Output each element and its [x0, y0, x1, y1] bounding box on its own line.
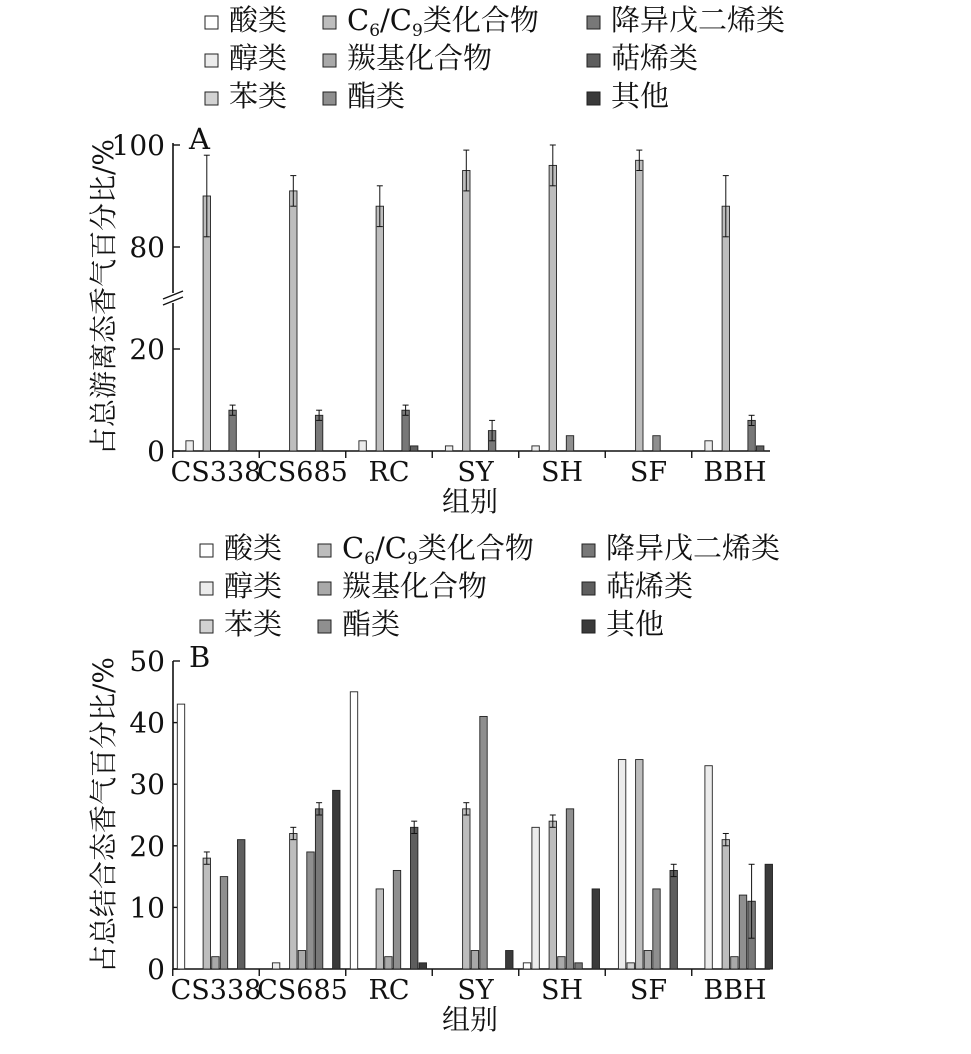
- x-axis-label: 组别: [441, 485, 499, 518]
- y-tick-label: 10: [129, 891, 165, 925]
- y-axis-label: 占总结合态香气百分比/%: [87, 656, 120, 974]
- bar: [523, 963, 530, 969]
- x-tick-label: SH: [540, 457, 584, 488]
- legend-swatch: [200, 544, 213, 557]
- legend-panel-b: [200, 531, 780, 641]
- bar: [480, 716, 487, 969]
- legend-swatch: [587, 16, 600, 29]
- bar: [739, 895, 746, 969]
- legend-swatch: [318, 544, 331, 557]
- bar: [705, 441, 712, 451]
- bar: [177, 704, 184, 969]
- legend-swatch: [582, 544, 595, 557]
- x-tick-label: BBH: [703, 457, 767, 488]
- legend-label: $C_6/C_9$类化合物: [347, 3, 539, 41]
- bar: [212, 957, 219, 969]
- bar: [532, 446, 539, 451]
- x-tick-label: SH: [540, 975, 584, 1006]
- bar: [272, 963, 279, 969]
- x-tick-label: SF: [629, 457, 668, 488]
- legend-swatch: [323, 54, 336, 67]
- bar: [229, 410, 236, 451]
- bar: [307, 852, 314, 969]
- legend-swatch: [582, 582, 595, 595]
- chart-panel-b: [87, 640, 773, 1036]
- bar: [644, 951, 651, 969]
- legend-swatch: [323, 92, 336, 105]
- y-tick-label: 0: [147, 435, 165, 468]
- bar: [359, 441, 366, 451]
- legend-label: 降异戊二烯类: [611, 3, 786, 37]
- legend-label: 其他: [611, 79, 670, 113]
- bar: [220, 877, 227, 969]
- bar: [636, 160, 643, 451]
- bar: [290, 833, 297, 969]
- y-tick-label: 0: [147, 953, 165, 986]
- legend-swatch: [323, 16, 336, 29]
- y-tick-label: 80: [129, 231, 165, 264]
- legend-swatch: [205, 16, 218, 29]
- x-tick-label: RC: [368, 457, 410, 488]
- bar: [592, 889, 599, 969]
- panel-label: A: [189, 122, 210, 156]
- bar: [463, 809, 470, 969]
- bar: [653, 889, 660, 969]
- bar: [463, 171, 470, 452]
- legend-label: 萜烯类: [606, 569, 694, 603]
- bar: [731, 957, 738, 969]
- bar: [315, 809, 322, 969]
- legend-swatch: [205, 92, 218, 105]
- panel-label: B: [189, 640, 211, 674]
- bar: [575, 963, 582, 969]
- bar: [203, 858, 210, 969]
- x-tick-label: SY: [457, 975, 494, 1006]
- bar: [705, 766, 712, 969]
- legend-label: 苯类: [229, 79, 288, 113]
- y-tick-label: 20: [129, 829, 165, 863]
- bar: [670, 870, 677, 969]
- bar: [419, 963, 426, 969]
- bar: [757, 446, 764, 451]
- bar: [722, 840, 729, 969]
- legend-swatch: [587, 54, 600, 67]
- bar: [186, 441, 193, 451]
- x-tick-label: CS338: [170, 975, 262, 1006]
- legend-swatch: [200, 620, 213, 633]
- legend-label: 苯类: [224, 607, 283, 641]
- legend-label: 萜烯类: [611, 41, 699, 75]
- bar: [385, 957, 392, 969]
- legend-label: 其他: [606, 607, 665, 641]
- bar: [549, 821, 556, 969]
- bar: [376, 889, 383, 969]
- y-tick-label: 40: [129, 706, 165, 740]
- bar: [445, 446, 452, 451]
- bar: [402, 410, 409, 451]
- bar: [532, 827, 539, 969]
- legend-label: 酯类: [347, 79, 406, 113]
- bar: [506, 951, 513, 969]
- legend-label: 醇类: [229, 41, 288, 75]
- legend-swatch: [318, 582, 331, 595]
- bar: [558, 957, 565, 969]
- y-tick-label: 100: [111, 129, 165, 162]
- bar: [393, 870, 400, 969]
- bar: [298, 951, 305, 969]
- x-tick-label: SF: [629, 975, 668, 1006]
- legend-label: 酸类: [224, 531, 283, 565]
- bar: [411, 827, 418, 969]
- bar: [722, 206, 729, 451]
- legend-swatch: [582, 620, 595, 633]
- legend-swatch: [200, 582, 213, 595]
- bar: [376, 206, 383, 451]
- bar: [471, 951, 478, 969]
- legend-label: 酸类: [229, 3, 288, 37]
- legend-label: 羰基化合物: [347, 41, 493, 75]
- legend-label: 羰基化合物: [342, 569, 488, 603]
- chart-panel-a: [87, 122, 770, 518]
- legend-swatch: [587, 92, 600, 105]
- bar: [290, 191, 297, 451]
- x-tick-label: BBH: [703, 975, 767, 1006]
- bar: [350, 692, 357, 969]
- y-tick-label: 50: [129, 645, 165, 678]
- legend-label: 降异戊二烯类: [606, 531, 781, 565]
- y-tick-label: 20: [129, 333, 165, 366]
- x-axis-label: 组别: [441, 1003, 499, 1036]
- bar: [566, 809, 573, 969]
- legend-label: 酯类: [342, 607, 401, 641]
- bar: [238, 840, 245, 969]
- bar: [636, 760, 643, 969]
- x-tick-label: SY: [457, 457, 494, 488]
- legend-swatch: [205, 54, 218, 67]
- legend-panel-a: [205, 3, 785, 113]
- x-tick-label: CS338: [170, 457, 262, 488]
- legend-label: 醇类: [224, 569, 283, 603]
- bar: [627, 963, 634, 969]
- bar: [765, 864, 772, 969]
- x-tick-label: CS685: [257, 457, 348, 488]
- y-tick-label: 30: [129, 768, 165, 802]
- x-tick-label: CS685: [257, 975, 348, 1006]
- legend-swatch: [318, 620, 331, 633]
- bar: [566, 436, 573, 451]
- legend-label: $C_6/C_9$类化合物: [342, 531, 534, 569]
- bar: [411, 446, 418, 451]
- bar: [653, 436, 660, 451]
- y-axis-label: 占总游离态香气百分比/%: [87, 138, 120, 456]
- bar: [549, 165, 556, 451]
- bar: [333, 790, 340, 969]
- x-tick-label: RC: [368, 975, 410, 1006]
- bar: [618, 760, 625, 969]
